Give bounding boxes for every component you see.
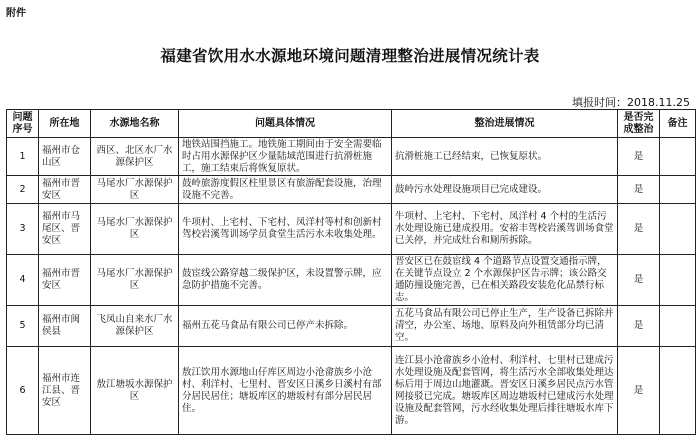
table-row xyxy=(7,138,696,176)
table-row xyxy=(7,255,696,306)
problem-cell: 地铁站围挡施工。地铁施工期间由于安全需要临时占用水源保护区少量陆域范围进行抗滑桩施工，施工结束后将恢复原状。 xyxy=(179,138,392,176)
done-cell: 是 xyxy=(618,138,660,176)
done-cell: 是 xyxy=(618,255,660,306)
row-number: 6 xyxy=(7,347,39,435)
table-row xyxy=(7,204,696,255)
column-header: 所在地 xyxy=(39,110,91,138)
row-number: 3 xyxy=(7,204,39,255)
done-cell: 是 xyxy=(618,176,660,204)
source-cell: 马尾水厂水源保护区 xyxy=(91,176,179,204)
table-header-row xyxy=(7,110,696,138)
source-cell: 西区、北区水厂水源保护区 xyxy=(91,138,179,176)
source-cell: 飞凤山自来水厂水源保护区 xyxy=(91,306,179,347)
row-number: 5 xyxy=(7,306,39,347)
column-header: 整治进展情况 xyxy=(392,110,618,138)
page-title: 福建省饮用水水源地环境问题清理整治进展情况统计表 xyxy=(160,47,540,65)
row-number: 1 xyxy=(7,138,39,176)
progress-table xyxy=(6,109,696,435)
problem-cell: 鼓宦线公路穿越二级保护区，未设置警示牌，应急防护措施不完善。 xyxy=(179,255,392,306)
done-cell: 是 xyxy=(618,347,660,435)
location-cell: 福州市马尾区、晋安区 xyxy=(39,204,91,255)
row-number: 2 xyxy=(7,176,39,204)
note-cell xyxy=(660,138,696,176)
source-cell: 马尾水厂水源保护区 xyxy=(91,255,179,306)
column-header: 备注 xyxy=(660,110,696,138)
location-cell: 福州市闽侯县 xyxy=(39,306,91,347)
problem-cell: 鼓岭旅游度假区柱里景区有旅游配套设施，治理设施不完善。 xyxy=(179,176,392,204)
problem-cell: 敖江饮用水源地山仔库区周边小沧畲族乡小沧村、利洋村、七里村、晋安区日溪乡日溪村有部分居民居住；塘坂库区的塘坂村有部分居民居住。 xyxy=(179,347,392,435)
problem-cell: 牛项村、上宅村、下宅村、凤洋村等村和创新村驾校岩溪驾训场学员食堂生活污水未收集处理。 xyxy=(179,204,392,255)
progress-cell: 晋安区已在鼓宦线 4 个道路节点设置交通指示牌，在关键节点设立 2 个水源保护区告示牌；该公路交通防撞设施完善，已在相关路段安装危化品禁行标志。 xyxy=(392,255,618,306)
location-cell: 福州市晋安区 xyxy=(39,176,91,204)
note-cell xyxy=(660,204,696,255)
location-cell: 福州市晋安区 xyxy=(39,255,91,306)
problem-cell: 福州五花马食品有限公司已停产未拆除。 xyxy=(179,306,392,347)
source-cell: 敖江塘坂水源保护区 xyxy=(91,347,179,435)
table-row xyxy=(7,306,696,347)
column-header: 问题序号 xyxy=(7,110,39,138)
fill-date: 填报时间：2018.11.25 xyxy=(572,96,690,109)
note-cell xyxy=(660,306,696,347)
column-header: 水源地名称 xyxy=(91,110,179,138)
row-number: 4 xyxy=(7,255,39,306)
progress-cell: 牛项村、上宅村、下宅村、凤洋村 4 个村的生活污水处理设施已建成投用。安裕丰驾校岩溪驾训场食堂已关停，并完成灶台和厕所拆除。 xyxy=(392,204,618,255)
note-cell xyxy=(660,255,696,306)
table-row xyxy=(7,347,696,435)
attachment-label: 附件 xyxy=(6,8,26,19)
location-cell: 福州市连江县、晋安区 xyxy=(39,347,91,435)
location-cell: 福州市仓山区 xyxy=(39,138,91,176)
column-header: 是否完成整治 xyxy=(618,110,660,138)
note-cell xyxy=(660,347,696,435)
progress-cell: 抗滑桩施工已经结束，已恢复原状。 xyxy=(392,138,618,176)
progress-cell: 鼓岭污水处理设施项目已完成建设。 xyxy=(392,176,618,204)
column-header: 问题具体情况 xyxy=(179,110,392,138)
progress-cell: 连江县小沧畲族乡小沧村、利洋村、七里村已建成污水处理设施及配套管网，将生活污水全部收集处理达标后用于周边山地灌溉。晋安区日溪乡居民点污水管网接驳已完成。塘坂库区周边塘坂村已建成污水处理设施及配套管网，污水经收集处理后排往塘坂水库下游。 xyxy=(392,347,618,435)
done-cell: 是 xyxy=(618,306,660,347)
done-cell: 是 xyxy=(618,204,660,255)
progress-cell: 五花马食品有限公司已停止生产，生产设备已拆除并清空，办公室、场地、原料及向外租赁部分均已清空。 xyxy=(392,306,618,347)
source-cell: 马尾水厂水源保护区 xyxy=(91,204,179,255)
table-row xyxy=(7,176,696,204)
note-cell xyxy=(660,176,696,204)
